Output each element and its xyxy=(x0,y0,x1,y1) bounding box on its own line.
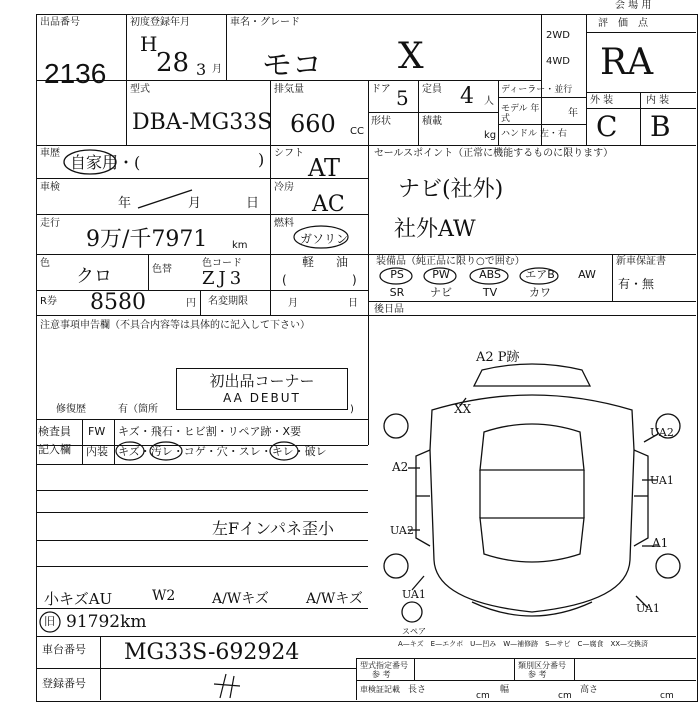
inspector-note-5: A/Wキズ xyxy=(306,591,363,607)
divider xyxy=(541,14,542,145)
displacement: 660 xyxy=(290,110,336,138)
exterior-grade: C xyxy=(596,110,618,143)
recycle-value: 8580 xyxy=(90,290,146,315)
divider xyxy=(36,668,356,669)
chassis-label: 車台番号 xyxy=(42,643,86,656)
venue-label: 会 場 用 xyxy=(615,0,652,11)
capacity-unit: 人 xyxy=(484,96,494,107)
exterior-label: 外 装 xyxy=(590,95,614,106)
warranty-label: 新車保証書 xyxy=(616,256,666,267)
name-change-month: 月 xyxy=(288,298,298,309)
door-label: ドア xyxy=(371,84,391,95)
mark-ua2-right: UA2 xyxy=(650,426,674,439)
shaken-label: 車検 xyxy=(40,182,60,193)
divider xyxy=(36,290,368,291)
score: RA xyxy=(600,42,654,83)
mark-a2-left: A2 xyxy=(392,460,409,474)
recycle-label: R券 xyxy=(40,296,57,307)
doors: 5 xyxy=(396,86,409,110)
load-label: 積載 xyxy=(422,116,442,127)
first-reg-label: 初度登録年月 xyxy=(130,17,190,28)
equipment-circles xyxy=(378,266,568,286)
model-year-label: モデル 年式 xyxy=(501,104,540,124)
size-label: 車検証記載 xyxy=(360,685,400,694)
divider xyxy=(574,658,575,680)
mark-ua2-left: UA2 xyxy=(390,524,414,537)
class-ref: 参 考 xyxy=(528,670,547,679)
mark-ua1-front-right: UA1 xyxy=(636,602,660,615)
km-unit: km xyxy=(232,240,248,251)
divider xyxy=(498,97,586,98)
mark-a1-right: A1 xyxy=(652,536,669,550)
first-reg-month: 3 xyxy=(196,60,207,79)
interior-row-label: 内装 xyxy=(86,445,108,458)
inspector-note-4: A/Wキズ xyxy=(212,591,269,607)
ac-value: AC xyxy=(312,192,345,217)
divider xyxy=(200,290,201,315)
yen-unit: 円 xyxy=(186,298,196,309)
name-change-label: 名変期限 xyxy=(208,296,248,307)
shift-value: AT xyxy=(308,154,341,182)
equip-abs: ABS xyxy=(479,268,501,281)
repair-close: ) xyxy=(350,404,354,415)
class-label: 類別区分番号 xyxy=(518,661,566,670)
shift-label: シフト xyxy=(274,148,304,159)
stamp-line-1: 初出品コーナー xyxy=(209,372,315,390)
fuel-light: 軽 xyxy=(302,255,315,269)
debut-stamp xyxy=(176,368,348,410)
first-reg-year: 28 xyxy=(156,48,190,78)
inspector-label-2: 記入欄 xyxy=(38,443,71,456)
equip-ps: PS xyxy=(390,268,404,281)
dealer-label: ディーラー・並行 xyxy=(501,85,573,95)
equip-navi: ナビ xyxy=(430,286,452,299)
damage-legend: A—キズ E—エクボ U—凹み W—補修跡 S—サビ C—腐食 XX—交換済 xyxy=(398,640,649,648)
divider xyxy=(36,254,368,255)
model-desig-label: 型式指定番号 xyxy=(360,661,408,670)
lot-number: 2136 xyxy=(44,58,107,89)
shape-label: 形状 xyxy=(371,116,391,127)
divider xyxy=(640,92,641,145)
sales-points-label: セールスポイント（正常に機能するものに限ります） xyxy=(374,148,614,159)
month-unit: 月 xyxy=(212,64,222,75)
fw-label: FW xyxy=(88,425,106,438)
inspector-note-2: 小キズAU xyxy=(44,590,113,608)
length-label: 長さ xyxy=(408,685,427,695)
chassis-value: MG33S-692924 xyxy=(124,640,300,665)
capacity: 4 xyxy=(460,84,474,109)
divider xyxy=(148,254,149,290)
fuel-diesel: 油 xyxy=(336,255,349,269)
fuel-label: 燃料 xyxy=(274,218,294,229)
divider xyxy=(36,512,368,513)
divider xyxy=(498,80,499,145)
divider xyxy=(126,14,127,145)
divider xyxy=(36,540,368,541)
cc-unit: CC xyxy=(350,126,364,137)
kg-unit: kg xyxy=(484,130,497,141)
name-grade-label: 車名・グレード xyxy=(230,17,300,28)
mark-xx: XX xyxy=(454,402,472,416)
fw-text: キズ・飛石・ヒビ割・リペア跡・X要 xyxy=(118,425,302,438)
equip-tv: TV xyxy=(482,286,498,299)
score-label: 評価点 xyxy=(598,18,658,29)
lot-label: 出品番号 xyxy=(40,17,80,28)
mileage-value: 9万/千7971 xyxy=(86,227,208,252)
interior-label: 内 装 xyxy=(646,95,670,106)
equipment-row-2 xyxy=(380,286,610,302)
divider xyxy=(36,566,368,567)
drive-2wd: 2WD xyxy=(546,30,570,41)
equip-sr: SR xyxy=(389,286,405,299)
inspector-circles xyxy=(114,440,304,462)
divider xyxy=(36,419,368,420)
divider xyxy=(612,254,613,301)
registration-label: 登録番号 xyxy=(42,677,86,690)
equipment-label: 装備品（純正品に限り○で囲む） xyxy=(376,256,525,267)
repair-value: 有（箇所 xyxy=(118,404,158,415)
shaken-day: 日 xyxy=(246,196,260,211)
divider xyxy=(100,636,101,700)
old-mileage-prefix: 旧 xyxy=(44,615,55,628)
name-change-day: 日 xyxy=(348,298,358,309)
fuel-value: ガソリン xyxy=(300,232,349,246)
back-label: 後日品 xyxy=(374,304,404,315)
drive-4wd: 4WD xyxy=(546,56,570,67)
divider xyxy=(36,315,696,316)
sales-point-1: ナビ(社外) xyxy=(398,177,504,202)
inspector-note-1: 左Fインパネ歪小 xyxy=(212,519,334,538)
divider xyxy=(82,419,83,464)
divider xyxy=(414,658,415,680)
displacement-label: 排気量 xyxy=(274,84,304,95)
color-code-label: 色コード xyxy=(202,258,242,269)
divider xyxy=(418,112,419,145)
shaken-strike xyxy=(130,184,200,214)
divider xyxy=(368,112,498,113)
divider xyxy=(368,254,696,255)
caution-label: 注意事項申告欄（不具合内容等は具体的に記入して下さい） xyxy=(40,320,310,331)
model: DBA-MG33S xyxy=(132,110,273,135)
divider xyxy=(226,14,227,80)
car-name: モコ xyxy=(262,48,322,83)
fuel-circle xyxy=(292,224,350,250)
mark-rear: A2 P跡 xyxy=(476,350,520,365)
spare-label: スペア xyxy=(402,627,426,636)
model-desig-ref: 参 考 xyxy=(372,670,391,679)
stamp-line-2: AA DEBUT xyxy=(223,391,301,405)
divider xyxy=(36,145,696,146)
color-code: ZJ3 xyxy=(202,268,246,289)
divider xyxy=(356,680,696,681)
divider xyxy=(368,145,369,445)
inspector-note-3: W2 xyxy=(152,588,176,604)
height-label: 高さ xyxy=(580,685,599,695)
interior-grade: B xyxy=(650,110,671,143)
fuel-paren-r: ) xyxy=(352,273,357,287)
interior-text: キズ・汚レ・コゲ・穴・スレ・キレ・破レ xyxy=(118,445,327,458)
first-reg-era: H xyxy=(140,32,158,56)
model-label: 型式 xyxy=(130,84,150,95)
color-change-label: 色替 xyxy=(152,264,172,275)
divider xyxy=(356,658,357,700)
inspector-note-6: 91792km xyxy=(66,612,147,632)
capacity-label: 定員 xyxy=(422,84,442,95)
mark-ua1-right: UA1 xyxy=(650,474,674,487)
equip-airbag: エアB xyxy=(525,268,555,281)
car-history-label: 車歴 xyxy=(40,148,60,159)
grade: X xyxy=(398,36,424,77)
car-history-value: 自家用・( xyxy=(70,153,141,172)
divider xyxy=(586,32,696,33)
equip-pw: PW xyxy=(432,268,450,281)
divider xyxy=(514,658,515,680)
height-cm: cm xyxy=(660,691,674,701)
divider xyxy=(586,14,587,145)
divider xyxy=(586,108,696,109)
equip-leather: カワ xyxy=(529,286,551,299)
divider xyxy=(36,636,696,637)
divider xyxy=(418,80,419,113)
ac-label: 冷房 xyxy=(274,182,294,193)
shaken-month: 月 xyxy=(188,196,202,211)
car-history-close: ) xyxy=(258,150,265,169)
divider xyxy=(498,124,586,125)
sales-point-2: 社外AW xyxy=(394,217,476,242)
length-cm: cm xyxy=(476,691,490,701)
repair-label: 修復歴 xyxy=(56,404,86,415)
mileage-label: 走行 xyxy=(40,218,60,229)
width-label: 幅 xyxy=(500,685,510,695)
warranty-value: 有・無 xyxy=(618,277,655,291)
mark-ua1-front-left: UA1 xyxy=(402,588,426,601)
history-circle xyxy=(62,148,118,176)
year-unit: 年 xyxy=(568,108,578,119)
handle-label: ハンドル 左・右 xyxy=(501,129,567,139)
width-cm: cm xyxy=(558,691,572,701)
divider xyxy=(586,92,696,93)
equip-aw: AW xyxy=(578,268,596,281)
divider xyxy=(36,490,368,491)
color-value: クロ xyxy=(76,266,112,287)
inspector-label-1: 検査員 xyxy=(38,425,71,438)
color-label: 色 xyxy=(40,258,50,269)
fuel-paren-l: ( xyxy=(282,273,287,287)
divider xyxy=(356,658,696,659)
shaken-year: 年 xyxy=(118,196,132,211)
divider xyxy=(36,464,368,465)
registration-scribble xyxy=(200,670,260,700)
